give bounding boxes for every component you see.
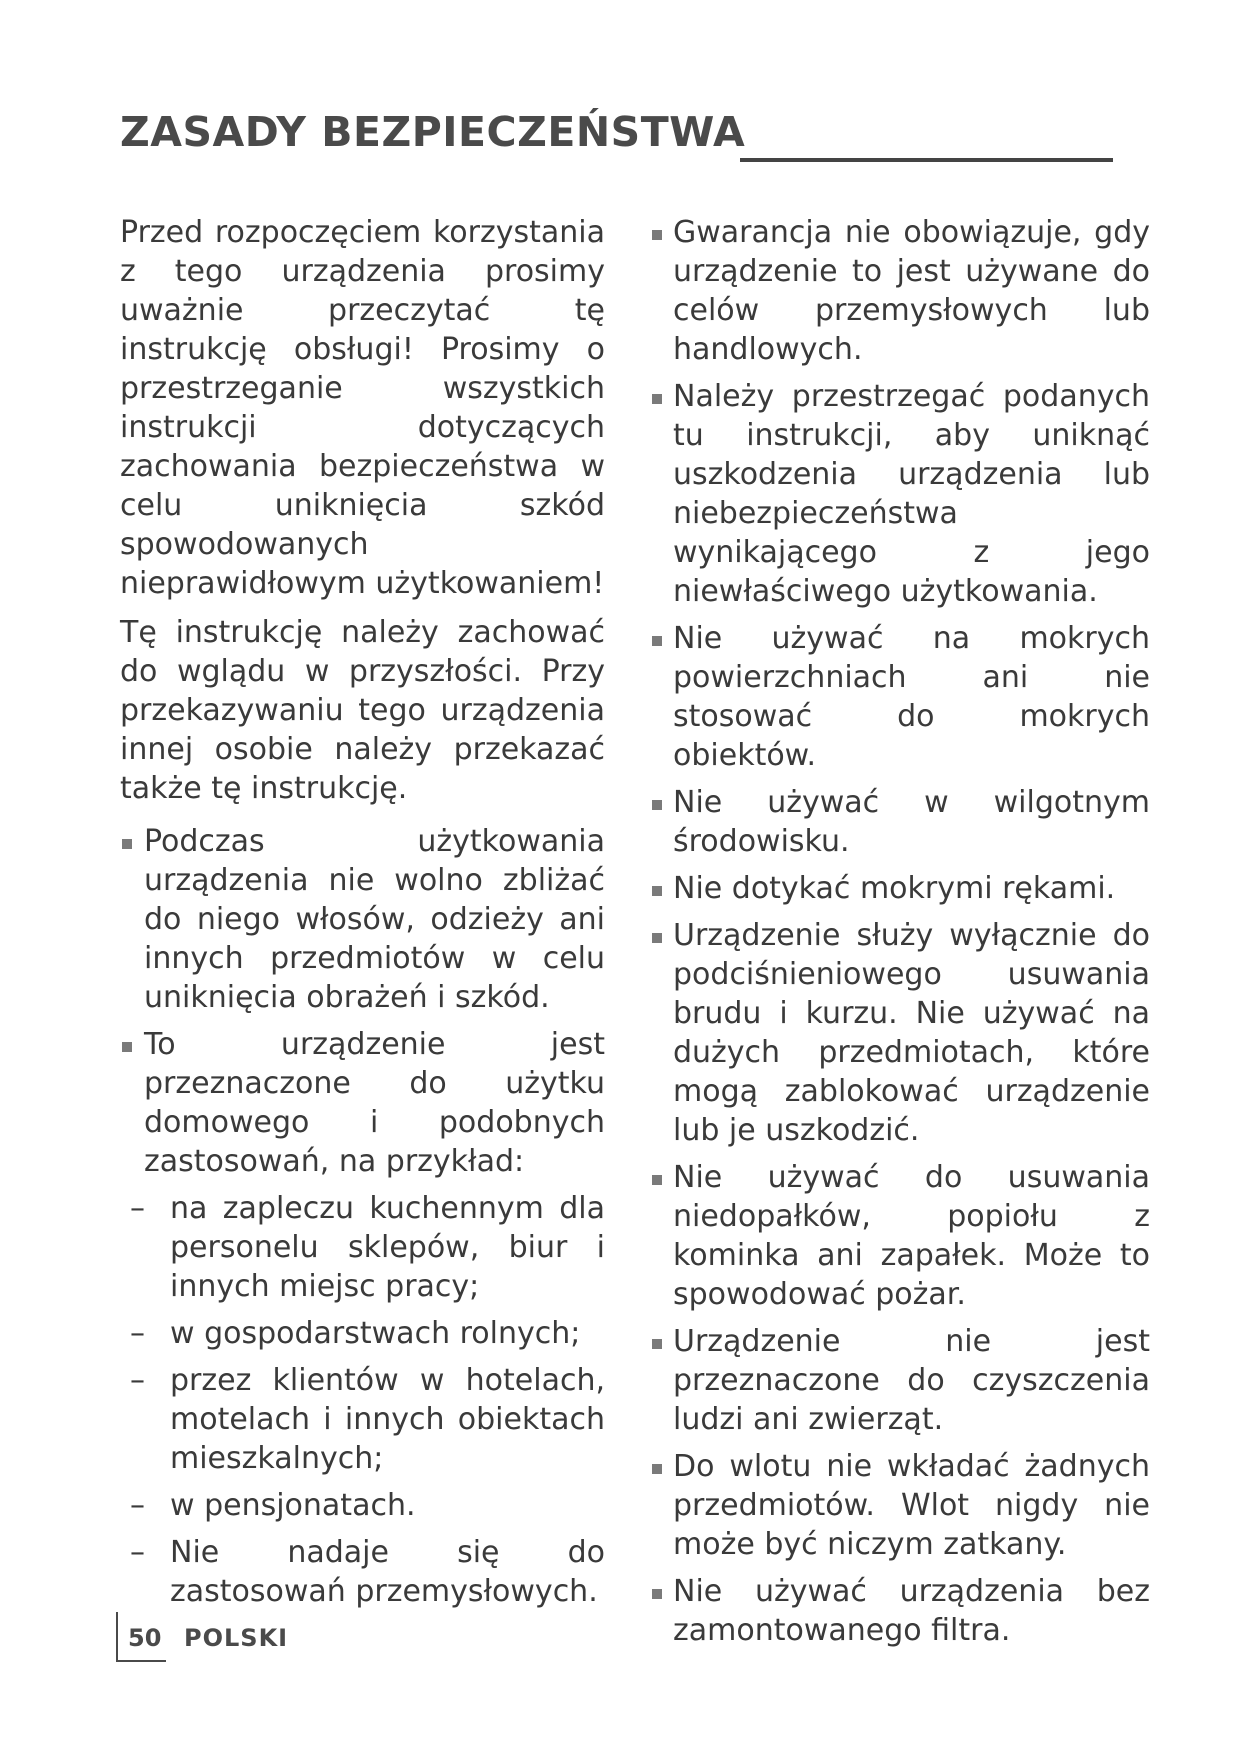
title-rule (740, 158, 1113, 162)
dash-marker: – (130, 1363, 145, 1398)
square-bullet-icon (652, 1175, 662, 1185)
square-bullet-icon (652, 886, 662, 896)
footer-language: POLSKI (184, 1624, 289, 1652)
sub-list-item-text: w gospodarstwach rolnych; (170, 1316, 581, 1351)
dash-marker: – (130, 1535, 145, 1570)
list-item-text: Nie używać w wilgotnym środowisku. (673, 785, 1150, 859)
square-bullet-icon (652, 636, 662, 646)
list-item (120, 822, 605, 1017)
square-bullet-icon (122, 839, 132, 849)
list-item (650, 377, 1150, 611)
sub-list-item-text: na zapleczu kuchennym dla personelu sklepów, biur i innych miejsc pracy; (170, 1191, 605, 1304)
dash-marker: – (130, 1316, 145, 1351)
list-item (650, 1158, 1150, 1314)
square-bullet-icon (652, 394, 662, 404)
sub-list-item (120, 1189, 605, 1306)
list-item (650, 916, 1150, 1150)
left-column (120, 213, 605, 1619)
square-bullet-icon (652, 800, 662, 810)
sub-list-item-text: przez klientów w hotelach, motelach i innych obiektach mieszkalnych; (170, 1363, 605, 1476)
intro-paragraph: Przed rozpoczęciem korzystania z tego urządzenia prosimy uważnie przeczytać tę instrukcję obsługi! Prosimy o przestrzeganie wszystkich instrukcji dotyczących zachowania bezpieczeństwa w celu uniknięcia szkód spowodowanych nieprawidłowym użytkowaniem! (120, 215, 605, 601)
list-item (650, 1572, 1150, 1650)
list-item-text: Do wlotu nie wkładać żadnych przedmiotów. Wlot nigdy nie może być niczym zatkany. (673, 1449, 1150, 1562)
list-item-text: Należy przestrzegać podanych tu instrukcji, aby uniknąć uszkodzenia urządzenia lub niebezpieczeństwa wynikającego z jego niewłaściwego użytkowania. (673, 379, 1150, 609)
list-item-text: Urządzenie służy wyłącznie do podciśnieniowego usuwania brudu i kurzu. Nie używać na dużych przedmiotach, które mogą zablokować urządzenie lub je uszkodzić. (673, 918, 1150, 1148)
dash-marker: – (130, 1488, 145, 1523)
square-bullet-icon (652, 230, 662, 240)
page-title: ZASADY BEZPIECZEŃSTWA (120, 108, 746, 156)
list-item-text: Nie używać do usuwania niedopałków, popiołu z kominka ani zapałek. Może to spowodować pożar. (673, 1160, 1150, 1312)
list-item (650, 619, 1150, 775)
list-item (650, 869, 1150, 908)
list-item-text: Urządzenie nie jest przeznaczone do czyszczenia ludzi ani zwierząt. (673, 1324, 1150, 1437)
sub-list-item (120, 1533, 605, 1611)
square-bullet-icon (652, 1589, 662, 1599)
list-item-text: Gwarancja nie obowiązuje, gdy urządzenie to jest używane do celów przemysłowych lub handlowych. (673, 215, 1150, 367)
square-bullet-icon (652, 1339, 662, 1349)
list-item (650, 1447, 1150, 1564)
sub-list-item (120, 1486, 605, 1525)
sub-list-item-text: w pensjonatach. (170, 1488, 416, 1523)
list-item-text: Nie dotykać mokrymi rękami. (673, 871, 1116, 906)
list-item (650, 783, 1150, 861)
right-column (650, 213, 1150, 1658)
list-item-text: Nie używać urządzenia bez zamontowanego filtra. (673, 1574, 1150, 1648)
list-item-text: Nie używać na mokrych powierzchniach ani nie stosować do mokrych obiektów. (673, 621, 1150, 773)
list-item (650, 213, 1150, 369)
sub-list-item (120, 1361, 605, 1478)
square-bullet-icon (652, 1464, 662, 1474)
square-bullet-icon (122, 1042, 132, 1052)
sub-list-item (120, 1314, 605, 1353)
list-item (650, 1322, 1150, 1439)
sub-list-item-text: Nie nadaje się do zastosowań przemysłowych. (170, 1535, 605, 1609)
page-number: 50 (128, 1624, 162, 1652)
square-bullet-icon (652, 933, 662, 943)
dash-marker: – (130, 1191, 145, 1226)
list-item-text: To urządzenie jest przeznaczone do użytku domowego i podobnych zastosowań, na przykład: (144, 1027, 605, 1179)
list-item (120, 1025, 605, 1181)
list-item-text: Podczas użytkowania urządzenia nie wolno zbliżać do niego włosów, odzieży ani innych przedmiotów w celu uniknięcia obrażeń i szkód. (144, 824, 605, 1015)
keep-instructions-paragraph: Tę instrukcję należy zachować do wglądu w przyszłości. Przy przekazywaniu tego urządzenia innej osobie należy przekazać także tę instrukcję. (120, 615, 605, 806)
